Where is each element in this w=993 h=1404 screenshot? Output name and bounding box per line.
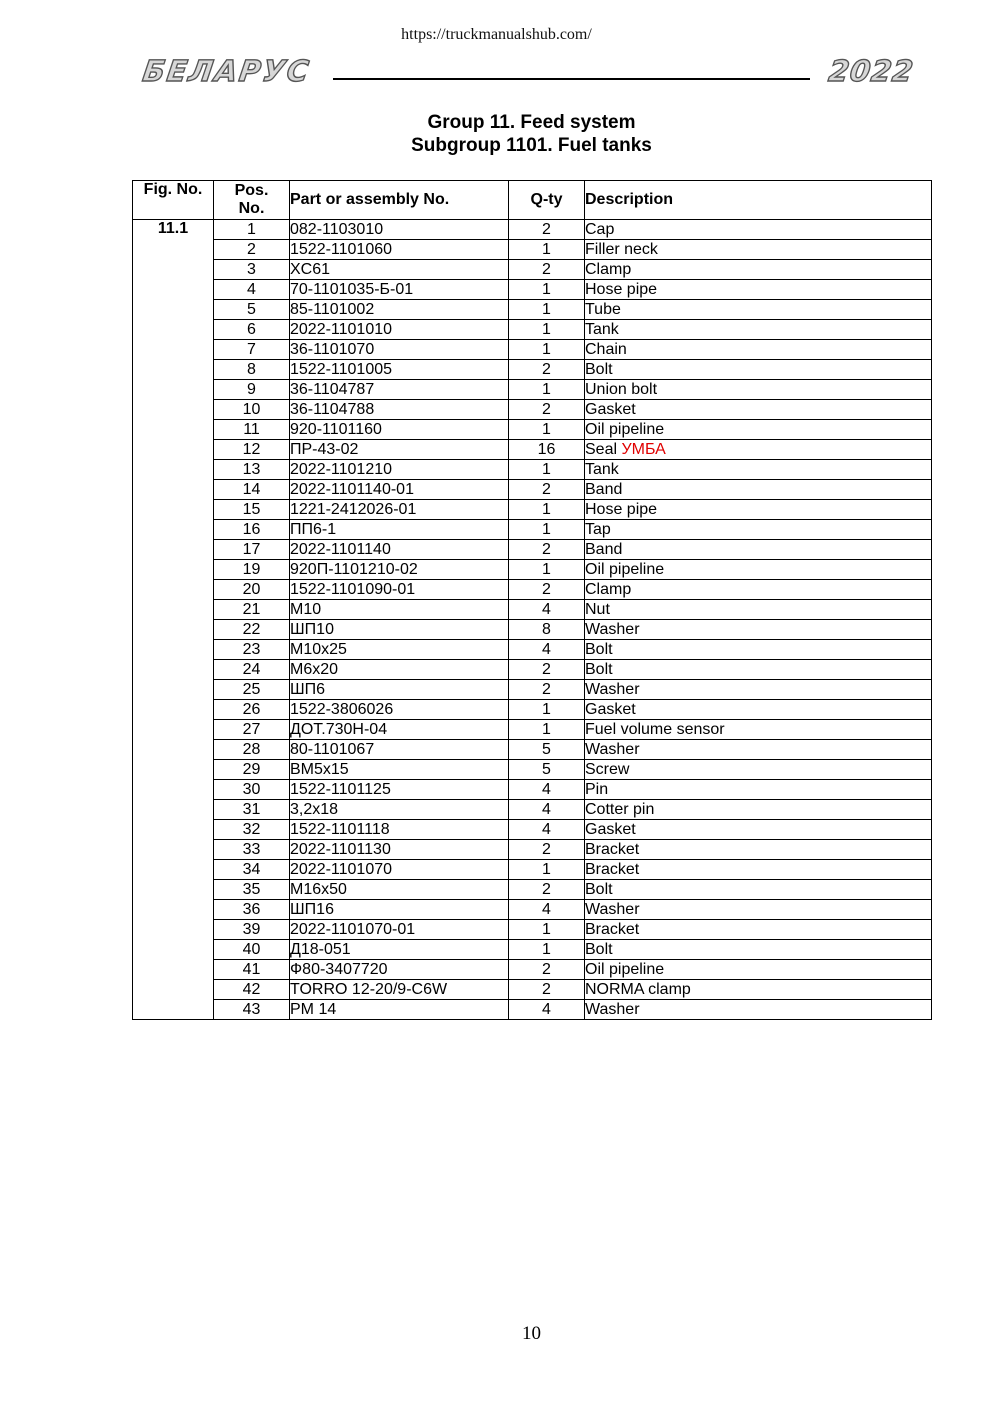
table-row bbox=[133, 640, 932, 660]
column-header-pos bbox=[214, 181, 290, 220]
pos-cell: 4 bbox=[214, 280, 290, 300]
table-row bbox=[133, 820, 932, 840]
pos-cell: 10 bbox=[214, 400, 290, 420]
qty-cell: 1 bbox=[509, 520, 585, 540]
description-text: Band bbox=[585, 480, 623, 498]
part-number-cell: 80-1101067 bbox=[290, 740, 509, 760]
table-row bbox=[133, 380, 932, 400]
description-cell bbox=[585, 780, 932, 800]
description-cell bbox=[585, 700, 932, 720]
pos-cell: 33 bbox=[214, 840, 290, 860]
pos-cell: 39 bbox=[214, 920, 290, 940]
description-cell bbox=[585, 280, 932, 300]
column-header-pos-line1: Pos. bbox=[234, 182, 269, 199]
parts-table-body bbox=[133, 220, 932, 1020]
part-number-cell: M16x50 bbox=[290, 880, 509, 900]
qty-cell: 2 bbox=[509, 220, 585, 240]
column-header-description: Description bbox=[585, 181, 932, 220]
description-cell bbox=[585, 340, 932, 360]
table-row bbox=[133, 800, 932, 820]
description-note: УМБА bbox=[621, 440, 666, 458]
column-header-part: Part or assembly No. bbox=[290, 181, 509, 220]
description-text: Washer bbox=[585, 680, 640, 698]
table-row bbox=[133, 940, 932, 960]
qty-cell: 1 bbox=[509, 240, 585, 260]
qty-cell: 1 bbox=[509, 700, 585, 720]
table-row bbox=[133, 300, 932, 320]
qty-cell: 1 bbox=[509, 320, 585, 340]
qty-cell: 4 bbox=[509, 900, 585, 920]
description-text: Filler neck bbox=[585, 240, 658, 258]
description-text: Bracket bbox=[585, 920, 640, 938]
source-url[interactable]: https://truckmanualshub.com/ bbox=[401, 26, 592, 43]
table-row bbox=[133, 840, 932, 860]
description-text: Oil pipeline bbox=[585, 560, 665, 578]
description-text: Gasket bbox=[585, 400, 636, 418]
qty-cell: 5 bbox=[509, 740, 585, 760]
pos-cell: 6 bbox=[214, 320, 290, 340]
part-number-cell: 920П-1101210-02 bbox=[290, 560, 509, 580]
table-row bbox=[133, 440, 932, 460]
table-row bbox=[133, 740, 932, 760]
subgroup-title: Subgroup 1101. Fuel tanks bbox=[411, 135, 652, 156]
qty-cell: 2 bbox=[509, 260, 585, 280]
table-row bbox=[133, 760, 932, 780]
pos-cell: 14 bbox=[214, 480, 290, 500]
pos-cell: 25 bbox=[214, 680, 290, 700]
pos-cell: 22 bbox=[214, 620, 290, 640]
part-number-cell: 2022-1101070 bbox=[290, 860, 509, 880]
pos-cell: 1 bbox=[214, 220, 290, 240]
description-cell bbox=[585, 800, 932, 820]
qty-cell: 1 bbox=[509, 560, 585, 580]
part-number-cell: 2022-1101070-01 bbox=[290, 920, 509, 940]
table-row bbox=[133, 680, 932, 700]
part-number-cell: 36-1101070 bbox=[290, 340, 509, 360]
pos-cell: 15 bbox=[214, 500, 290, 520]
part-number-cell: ШП6 bbox=[290, 680, 509, 700]
pos-cell: 7 bbox=[214, 340, 290, 360]
table-header-row bbox=[133, 181, 932, 220]
table-row bbox=[133, 280, 932, 300]
description-text: Union bolt bbox=[585, 380, 658, 398]
description-cell bbox=[585, 760, 932, 780]
part-number-cell: 85-1101002 bbox=[290, 300, 509, 320]
qty-cell: 2 bbox=[509, 880, 585, 900]
description-text: Washer bbox=[585, 1000, 640, 1018]
description-text: Pin bbox=[585, 780, 609, 798]
part-number-cell: ПП6-1 bbox=[290, 520, 509, 540]
pos-cell: 40 bbox=[214, 940, 290, 960]
part-number-cell: 3,2x18 bbox=[290, 800, 509, 820]
description-cell bbox=[585, 440, 932, 460]
description-text: Fuel volume sensor bbox=[585, 720, 725, 738]
part-number-cell: M6x20 bbox=[290, 660, 509, 680]
description-cell bbox=[585, 500, 932, 520]
description-cell bbox=[585, 220, 932, 240]
description-text: Nut bbox=[585, 600, 610, 618]
description-text: Bracket bbox=[585, 840, 640, 858]
description-cell bbox=[585, 420, 932, 440]
qty-cell: 1 bbox=[509, 500, 585, 520]
qty-cell: 5 bbox=[509, 760, 585, 780]
description-text: Bolt bbox=[585, 940, 613, 958]
pos-cell: 31 bbox=[214, 800, 290, 820]
description-text: Screw bbox=[585, 760, 630, 778]
pos-cell: 16 bbox=[214, 520, 290, 540]
part-number-cell: 2022-1101010 bbox=[290, 320, 509, 340]
description-text: Tap bbox=[585, 520, 611, 538]
part-number-cell: 2022-1101130 bbox=[290, 840, 509, 860]
description-text: Gasket bbox=[585, 820, 636, 838]
description-cell bbox=[585, 660, 932, 680]
part-number-cell: 082-1103010 bbox=[290, 220, 509, 240]
description-text: Hose pipe bbox=[585, 280, 658, 298]
description-text: Bolt bbox=[585, 360, 613, 378]
description-cell bbox=[585, 920, 932, 940]
description-cell bbox=[585, 360, 932, 380]
description-text: Tank bbox=[585, 460, 619, 478]
description-cell bbox=[585, 300, 932, 320]
pos-cell: 5 bbox=[214, 300, 290, 320]
part-number-cell: 1522-1101125 bbox=[290, 780, 509, 800]
description-cell bbox=[585, 320, 932, 340]
qty-cell: 2 bbox=[509, 960, 585, 980]
table-row bbox=[133, 320, 932, 340]
description-text: Bolt bbox=[585, 880, 613, 898]
pos-cell: 30 bbox=[214, 780, 290, 800]
description-cell bbox=[585, 600, 932, 620]
description-cell bbox=[585, 840, 932, 860]
qty-cell: 2 bbox=[509, 400, 585, 420]
description-cell bbox=[585, 640, 932, 660]
description-text: Washer bbox=[585, 740, 640, 758]
description-cell bbox=[585, 380, 932, 400]
description-text: Washer bbox=[585, 900, 640, 918]
table-row bbox=[133, 360, 932, 380]
part-number-cell: TORRO 12-20/9-C6W bbox=[290, 980, 509, 1000]
qty-cell: 4 bbox=[509, 600, 585, 620]
page-header bbox=[140, 54, 917, 92]
pos-cell: 28 bbox=[214, 740, 290, 760]
description-cell bbox=[585, 880, 932, 900]
table-row bbox=[133, 700, 932, 720]
description-cell bbox=[585, 980, 932, 1000]
qty-cell: 1 bbox=[509, 340, 585, 360]
qty-cell: 8 bbox=[509, 620, 585, 640]
description-text: Bolt bbox=[585, 640, 613, 658]
qty-cell: 1 bbox=[509, 280, 585, 300]
description-cell bbox=[585, 540, 932, 560]
qty-cell: 2 bbox=[509, 360, 585, 380]
fig-number-cell: 11.1 bbox=[133, 220, 214, 1020]
qty-cell: 4 bbox=[509, 800, 585, 820]
part-number-cell: Ф80-3407720 bbox=[290, 960, 509, 980]
qty-cell: 16 bbox=[509, 440, 585, 460]
pos-cell: 34 bbox=[214, 860, 290, 880]
table-row bbox=[133, 220, 932, 240]
part-number-cell: M10x25 bbox=[290, 640, 509, 660]
qty-cell: 4 bbox=[509, 780, 585, 800]
part-number-cell: 70-1101035-Б-01 bbox=[290, 280, 509, 300]
part-number-cell: 2022-1101140 bbox=[290, 540, 509, 560]
pos-cell: 19 bbox=[214, 560, 290, 580]
part-number-cell: 2022-1101140-01 bbox=[290, 480, 509, 500]
description-text: Clamp bbox=[585, 260, 632, 278]
part-number-cell: M10 bbox=[290, 600, 509, 620]
description-cell bbox=[585, 820, 932, 840]
pos-cell: 12 bbox=[214, 440, 290, 460]
description-text: NORMA clamp bbox=[585, 980, 691, 998]
description-cell bbox=[585, 400, 932, 420]
description-text: Seal bbox=[585, 440, 618, 458]
pos-cell: 41 bbox=[214, 960, 290, 980]
description-text: Band bbox=[585, 540, 623, 558]
description-cell bbox=[585, 680, 932, 700]
description-cell bbox=[585, 940, 932, 960]
pos-cell: 35 bbox=[214, 880, 290, 900]
qty-cell: 4 bbox=[509, 640, 585, 660]
table-row bbox=[133, 900, 932, 920]
table-row bbox=[133, 560, 932, 580]
part-number-cell: ДОТ.730Н-04 bbox=[290, 720, 509, 740]
description-cell bbox=[585, 260, 932, 280]
description-cell bbox=[585, 740, 932, 760]
description-text: Washer bbox=[585, 620, 640, 638]
description-text: Oil pipeline bbox=[585, 420, 665, 438]
qty-cell: 2 bbox=[509, 660, 585, 680]
table-row bbox=[133, 720, 932, 740]
description-text: Clamp bbox=[585, 580, 632, 598]
table-row bbox=[133, 860, 932, 880]
pos-cell: 42 bbox=[214, 980, 290, 1000]
description-cell bbox=[585, 1000, 932, 1020]
description-cell bbox=[585, 240, 932, 260]
description-cell bbox=[585, 620, 932, 640]
pos-cell: 20 bbox=[214, 580, 290, 600]
pos-cell: 32 bbox=[214, 820, 290, 840]
pos-cell: 2 bbox=[214, 240, 290, 260]
pos-cell: 23 bbox=[214, 640, 290, 660]
pos-cell: 29 bbox=[214, 760, 290, 780]
part-number-cell: 1522-3806026 bbox=[290, 700, 509, 720]
table-row bbox=[133, 400, 932, 420]
part-number-cell: ШП10 bbox=[290, 620, 509, 640]
table-row bbox=[133, 500, 932, 520]
description-cell bbox=[585, 520, 932, 540]
qty-cell: 1 bbox=[509, 720, 585, 740]
pos-cell: 3 bbox=[214, 260, 290, 280]
table-row bbox=[133, 460, 932, 480]
part-number-cell: 36-1104788 bbox=[290, 400, 509, 420]
qty-cell: 1 bbox=[509, 380, 585, 400]
description-cell bbox=[585, 560, 932, 580]
qty-cell: 4 bbox=[509, 1000, 585, 1020]
pos-cell: 8 bbox=[214, 360, 290, 380]
qty-cell: 1 bbox=[509, 940, 585, 960]
description-cell bbox=[585, 460, 932, 480]
description-text: Cotter pin bbox=[585, 800, 655, 818]
pos-cell: 36 bbox=[214, 900, 290, 920]
qty-cell: 2 bbox=[509, 840, 585, 860]
group-title: Group 11. Feed system bbox=[427, 112, 636, 133]
qty-cell: 2 bbox=[509, 680, 585, 700]
qty-cell: 1 bbox=[509, 860, 585, 880]
part-number-cell: 2022-1101210 bbox=[290, 460, 509, 480]
part-number-cell: ШП16 bbox=[290, 900, 509, 920]
description-cell bbox=[585, 960, 932, 980]
description-text: Chain bbox=[585, 340, 627, 358]
pos-cell: 26 bbox=[214, 700, 290, 720]
pos-cell: 21 bbox=[214, 600, 290, 620]
table-row bbox=[133, 960, 932, 980]
table-row bbox=[133, 480, 932, 500]
table-row bbox=[133, 520, 932, 540]
description-cell bbox=[585, 860, 932, 880]
description-text: Hose pipe bbox=[585, 500, 658, 518]
description-text: Cap bbox=[585, 220, 615, 238]
qty-cell: 1 bbox=[509, 460, 585, 480]
qty-cell: 2 bbox=[509, 540, 585, 560]
header-rule bbox=[333, 78, 810, 80]
page-number: 10 bbox=[522, 1323, 541, 1344]
table-row bbox=[133, 1000, 932, 1020]
pos-cell: 11 bbox=[214, 420, 290, 440]
part-number-cell: XC61 bbox=[290, 260, 509, 280]
qty-cell: 1 bbox=[509, 920, 585, 940]
description-text: Tube bbox=[585, 300, 621, 318]
table-row bbox=[133, 600, 932, 620]
table-row bbox=[133, 620, 932, 640]
column-header-qty: Q-ty bbox=[509, 181, 585, 220]
table-row bbox=[133, 240, 932, 260]
part-number-cell: BM5x15 bbox=[290, 760, 509, 780]
table-row bbox=[133, 420, 932, 440]
qty-cell: 2 bbox=[509, 580, 585, 600]
part-number-cell: ПР-43-02 bbox=[290, 440, 509, 460]
pos-cell: 43 bbox=[214, 1000, 290, 1020]
pos-cell: 17 bbox=[214, 540, 290, 560]
column-header-pos-line2: No. bbox=[238, 200, 265, 217]
qty-cell: 2 bbox=[509, 480, 585, 500]
pos-cell: 9 bbox=[214, 380, 290, 400]
table-row bbox=[133, 260, 932, 280]
table-row bbox=[133, 980, 932, 1000]
table-row bbox=[133, 920, 932, 940]
description-cell bbox=[585, 900, 932, 920]
qty-cell: 2 bbox=[509, 980, 585, 1000]
part-number-cell: 920-1101160 bbox=[290, 420, 509, 440]
pos-cell: 13 bbox=[214, 460, 290, 480]
part-number-cell: 1522-1101090-01 bbox=[290, 580, 509, 600]
table-row bbox=[133, 880, 932, 900]
part-number-cell: 1522-1101005 bbox=[290, 360, 509, 380]
part-number-cell: 1221-2412026-01 bbox=[290, 500, 509, 520]
description-cell bbox=[585, 580, 932, 600]
description-cell bbox=[585, 480, 932, 500]
description-text: Gasket bbox=[585, 700, 636, 718]
description-text: Bolt bbox=[585, 660, 613, 678]
header-year: 2022 bbox=[826, 54, 917, 88]
table-row bbox=[133, 660, 932, 680]
description-text: Tank bbox=[585, 320, 619, 338]
description-cell bbox=[585, 720, 932, 740]
column-header-fig: Fig. No. bbox=[133, 181, 214, 220]
table-row bbox=[133, 580, 932, 600]
table-row bbox=[133, 540, 932, 560]
pos-cell: 27 bbox=[214, 720, 290, 740]
part-number-cell: 1522-1101118 bbox=[290, 820, 509, 840]
description-text: Oil pipeline bbox=[585, 960, 665, 978]
part-number-cell: 1522-1101060 bbox=[290, 240, 509, 260]
table-row bbox=[133, 780, 932, 800]
qty-cell: 1 bbox=[509, 300, 585, 320]
brand-logo: БЕЛАРУС bbox=[140, 54, 313, 88]
pos-cell: 24 bbox=[214, 660, 290, 680]
description-text: Bracket bbox=[585, 860, 640, 878]
parts-table bbox=[132, 180, 932, 1020]
table-row bbox=[133, 340, 932, 360]
part-number-cell: 36-1104787 bbox=[290, 380, 509, 400]
part-number-cell: PM 14 bbox=[290, 1000, 509, 1020]
qty-cell: 4 bbox=[509, 820, 585, 840]
qty-cell: 1 bbox=[509, 420, 585, 440]
part-number-cell: Д18-051 bbox=[290, 940, 509, 960]
